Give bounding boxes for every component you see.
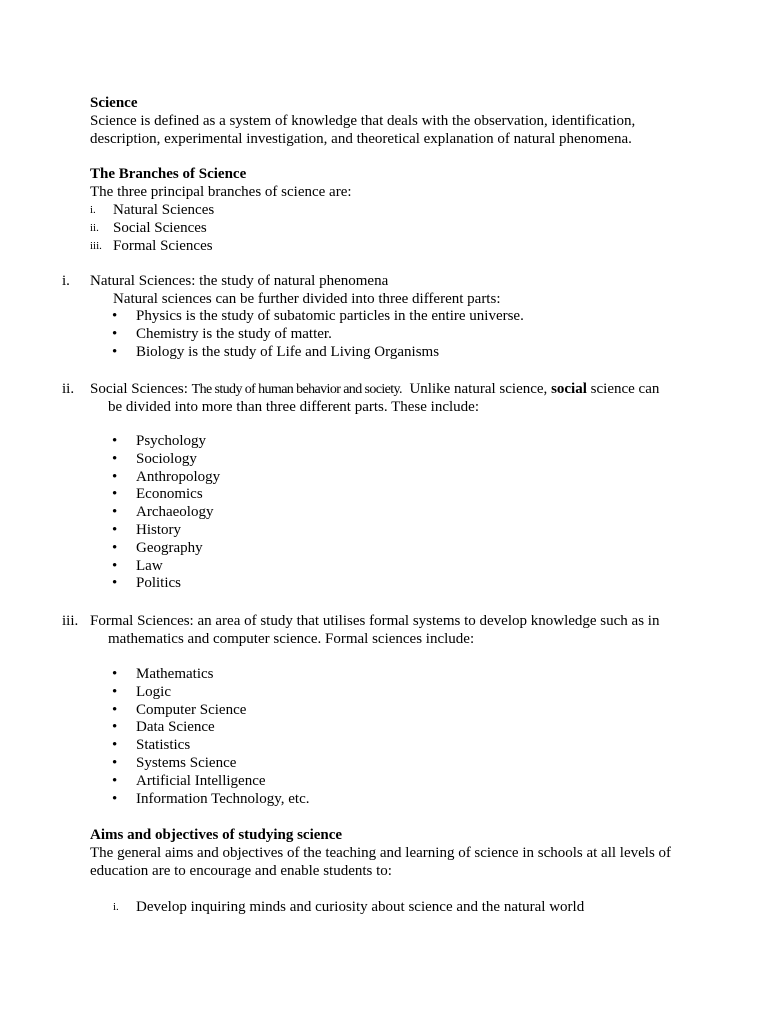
list-item: • Systems Science <box>112 755 309 773</box>
branch-numeral-3: iii. <box>90 240 102 252</box>
branches-heading: The Branches of Science <box>90 166 247 182</box>
branches-intro: The three principal branches of science are: <box>90 184 352 200</box>
list-item: • Information Technology, etc. <box>112 791 309 809</box>
aims-line2: education are to encourage and enable students to: <box>90 863 392 879</box>
social-lead: Social Sciences: <box>90 381 192 397</box>
branch-numeral-2: ii. <box>90 222 99 234</box>
list-item: • Biology is the study of Life and Living Organisms <box>112 344 524 362</box>
list-item: • Geography <box>112 540 220 558</box>
list-item: • Archaeology <box>112 504 220 522</box>
list-item: • Statistics <box>112 737 309 755</box>
natural-numeral: i. <box>62 273 70 289</box>
formal-line2: mathematics and computer science. Formal sciences include: <box>108 631 475 647</box>
natural-intro: Natural sciences can be further divided into three different parts: <box>113 291 501 307</box>
list-item: • Mathematics <box>112 666 309 684</box>
social-numeral: ii. <box>62 381 75 397</box>
aims-heading: Aims and objectives of studying science <box>90 827 343 843</box>
list-item: • Anthropology <box>112 469 220 487</box>
list-item: • Economics <box>112 486 220 504</box>
list-item: • Psychology <box>112 433 220 451</box>
science-definition-line2: description, experimental investigation, and theoretical explanation of natural phenomena. <box>90 131 632 147</box>
social-bold-word: social <box>551 381 587 397</box>
formal-numeral: iii. <box>62 613 79 629</box>
list-item: • Chemistry is the study of matter. <box>112 326 524 344</box>
social-title-line <box>90 380 659 399</box>
branches-section <box>90 165 690 201</box>
social-definition: The study of human behavior and society. <box>191 382 402 397</box>
social-middle: Unlike natural science, <box>401 381 552 397</box>
natural-bullet-list <box>112 308 524 361</box>
list-item: • Data Science <box>112 719 309 737</box>
aims-numeral-1: i. <box>113 901 119 913</box>
branch-numeral-1: i. <box>90 204 96 216</box>
aims-line1: The general aims and objectives of the teaching and learning of science in schools at all levels of <box>90 845 672 861</box>
social-tail: science can <box>586 381 660 397</box>
branch-item-natural: Natural Sciences <box>113 202 215 218</box>
formal-line1: Formal Sciences: an area of study that utilises formal systems to develop knowledge such as in <box>90 613 660 629</box>
natural-title: Natural Sciences: the study of natural phenomena <box>90 273 389 289</box>
list-item: • Politics <box>112 575 220 593</box>
list-item: • History <box>112 522 220 540</box>
formal-bullet-list <box>112 666 309 808</box>
branch-item-formal: Formal Sciences <box>113 238 213 254</box>
branch-item-social: Social Sciences <box>113 220 207 236</box>
list-item: • Sociology <box>112 451 220 469</box>
list-item: • Physics is the study of subatomic particles in the entire universe. <box>112 308 524 326</box>
aims-section <box>90 826 690 880</box>
list-item: • Computer Science <box>112 702 309 720</box>
social-line2: be divided into more than three different parts. These include: <box>108 399 479 415</box>
list-item: • Artificial Intelligence <box>112 773 309 791</box>
list-item: • Law <box>112 558 220 576</box>
science-section <box>90 94 690 148</box>
social-bullet-list <box>112 433 220 593</box>
science-heading: Science <box>90 95 138 111</box>
science-definition-line1: Science is defined as a system of knowledge that deals with the observation, identification, <box>90 113 636 129</box>
list-item: • Logic <box>112 684 309 702</box>
aims-item-1: Develop inquiring minds and curiosity about science and the natural world <box>136 899 585 915</box>
